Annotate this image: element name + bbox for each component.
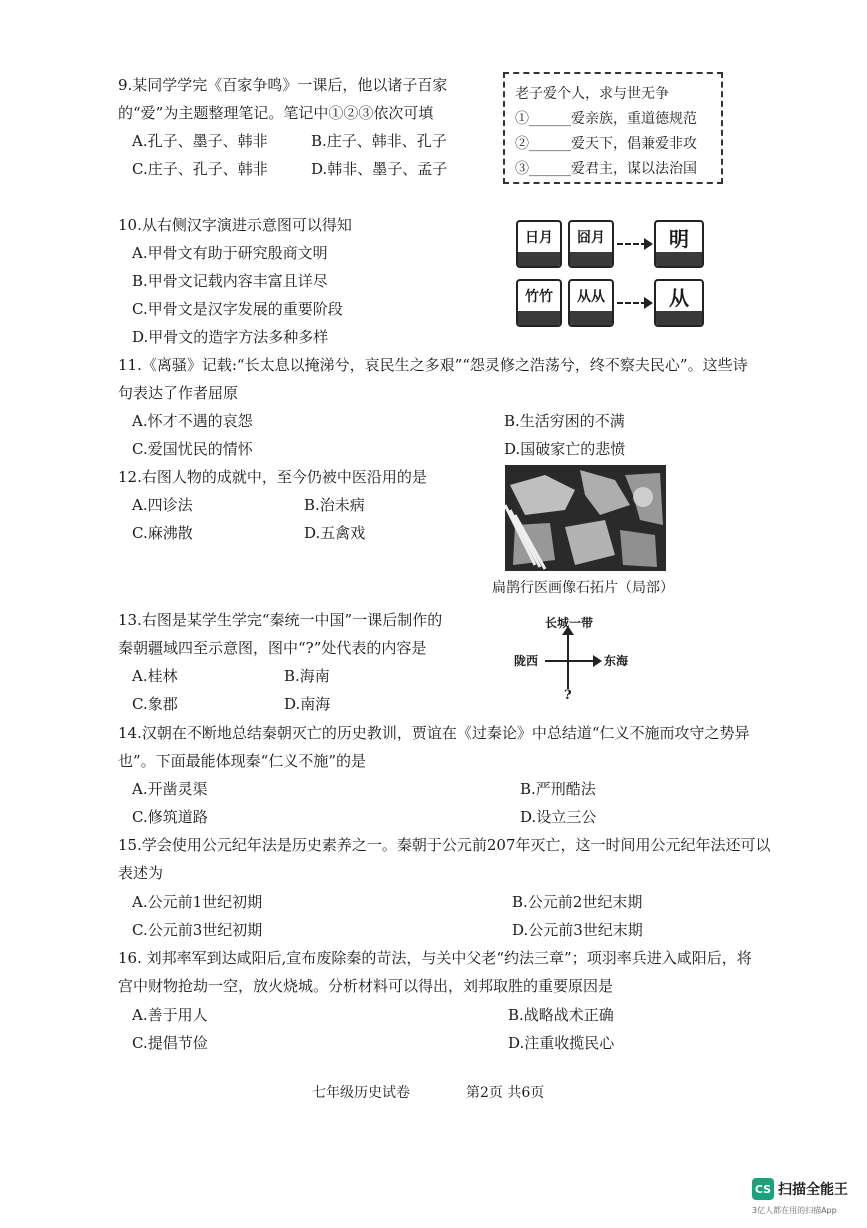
q9-option-b: B.庄子、韩非、孔子 (311, 132, 447, 150)
q9-notes-box (503, 72, 723, 184)
q16-option-d: D.注重收揽民心 (508, 1034, 615, 1052)
bronze-cong-tile (568, 279, 614, 327)
q11-option-a: A.怀才不遇的哀怨 (132, 412, 253, 430)
q14-option-a: A.开凿灵渠 (132, 780, 208, 798)
q13-map-east-label: 东海 (604, 654, 629, 668)
q13-map-south-label: ? (564, 688, 572, 703)
q15-option-a: A.公元前1世纪初期 (132, 893, 263, 911)
oracle-bone-cong-tile (516, 279, 562, 327)
q9-notes-line3: ③______爱君主，谋以法治国 (515, 161, 697, 177)
bronze-cong-glyph: 从从 (577, 289, 605, 305)
q15-stem-line2: 表述为 (118, 864, 164, 882)
q15-option-d: D.公元前3世纪末期 (512, 921, 643, 939)
q16-option-a: A.善于用人 (132, 1006, 208, 1024)
q9-option-d: D.韩非、墨子、孟子 (311, 160, 448, 178)
bianque-stone-rubbing-image (505, 465, 666, 571)
north-arrow-icon (562, 626, 574, 635)
modern-cong-glyph: 从 (669, 285, 689, 310)
q9-option-c: C.庄子、孔子、韩非 (132, 160, 268, 178)
q11-stem-line2: 句表达了作者屈原 (118, 384, 239, 402)
q16-option-c: C.提倡节俭 (132, 1034, 208, 1052)
oracle-bone-ming-glyph: 日月 (525, 230, 553, 246)
q13-stem-line2: 秦朝疆域四至示意图，图中“?”处代表的内容是 (118, 639, 427, 657)
q15-option-b: B.公元前2世纪末期 (512, 893, 643, 911)
camscanner-logo-icon: CS (752, 1178, 774, 1200)
q9-stem-line1: 9.某同学学完《百家争鸣》一课后，他以诸子百家 (118, 76, 448, 94)
bronze-ming-tile (568, 220, 614, 268)
q14-option-c: C.修筑道路 (132, 808, 208, 826)
q10-option-d: D.甲骨文的造字方法多种多样 (132, 328, 329, 346)
q16-option-b: B.战略战术正确 (508, 1006, 614, 1024)
q12-option-d: D.五禽戏 (304, 524, 366, 542)
modern-ming-tile (654, 220, 704, 268)
q10-option-b: B.甲骨文记载内容丰富且详尽 (132, 272, 328, 290)
q13-stem-line1: 13.右图是某学生学完“秦统一中国”一课后制作的 (118, 611, 443, 629)
q11-option-d: D.国破家亡的悲愤 (504, 440, 626, 458)
q9-notes-line0: 老子爱个人，求与世无争 (515, 86, 669, 102)
arrow-icon (617, 302, 647, 304)
oracle-bone-cong-glyph: 竹竹 (525, 289, 553, 305)
q12-option-b: B.治未病 (304, 496, 365, 514)
q12-image-caption: 扁鹊行医画像石拓片（局部） (492, 580, 674, 596)
q12-option-c: C.麻沸散 (132, 524, 193, 542)
q13-option-d: D.南海 (284, 695, 331, 713)
arrow-head-icon (644, 297, 653, 309)
q13-option-c: C.象郡 (132, 695, 178, 713)
q10-option-c: C.甲骨文是汉字发展的重要阶段 (132, 300, 343, 318)
q13-map-horizontal-axis (545, 660, 593, 662)
q11-stem-line1: 11.《离骚》记载:“长太息以掩涕兮，哀民生之多艰”“怨灵修之浩荡兮，终不察夫民心”。这些诗 (118, 356, 748, 374)
modern-ming-glyph: 明 (669, 226, 689, 251)
arrow-icon (617, 243, 647, 245)
q13-map-north-label: 长城一带 (545, 616, 594, 630)
q10-option-a: A.甲骨文有助于研究殷商文明 (132, 244, 328, 262)
q9-stem-line2: 的“爱”为主题整理笔记。笔记中①②③依次可填 (118, 104, 434, 122)
arrow-head-icon (644, 238, 653, 250)
q16-stem-line2: 宫中财物抢劫一空，放火烧城。分析材料可以得出，刘邦取胜的重要原因是 (118, 977, 614, 995)
modern-cong-tile (654, 279, 704, 327)
q10-stem: 10.从右侧汉字演进示意图可以得知 (118, 216, 352, 234)
q15-option-c: C.公元前3世纪初期 (132, 921, 263, 939)
oracle-bone-ming-tile (516, 220, 562, 268)
q14-stem-line1: 14.汉朝在不断地总结秦朝灭亡的历史教训，贾谊在《过秦论》中总结道“仁义不施而攻守之势异 (118, 724, 750, 742)
watermark-app-name: 扫描全能王 (778, 1182, 848, 1198)
watermark-slogan: 3亿人都在用的扫描App (752, 1206, 837, 1215)
east-arrow-icon (593, 655, 602, 667)
q13-option-b: B.海南 (284, 667, 330, 685)
q16-stem-line1: 16. 刘邦率军到达咸阳后,宣布废除秦的苛法，与关中父老“约法三章”；项羽率兵进入咸阳后，将 (118, 949, 752, 967)
q9-option-a: A.孔子、墨子、韩非 (132, 132, 268, 150)
q14-option-d: D.设立三公 (520, 808, 597, 826)
q11-option-c: C.爱国忧民的情怀 (132, 440, 253, 458)
footer-page-number: 第2页 共6页 (466, 1085, 545, 1101)
q13-option-a: A.桂林 (132, 667, 178, 685)
q13-map-west-label: 陇西 (514, 654, 539, 668)
q9-notes-line2: ②______爱天下，倡兼爱非攻 (515, 136, 697, 152)
q12-option-a: A.四诊法 (132, 496, 193, 514)
q11-option-b: B.生活穷困的不满 (504, 412, 625, 430)
bronze-ming-glyph: 囧月 (577, 230, 605, 246)
q12-stem: 12.右图人物的成就中，至今仍被中医沿用的是 (118, 468, 427, 486)
footer-exam-title: 七年级历史试卷 (312, 1085, 410, 1101)
q14-stem-line2: 也”。下面最能体现秦“仁义不施”的是 (118, 752, 367, 770)
q14-option-b: B.严刑酷法 (520, 780, 596, 798)
q15-stem-line1: 15.学会使用公元纪年法是历史素养之一。秦朝于公元前207年灭亡，这一时间用公元纪年法还可以 (118, 836, 771, 854)
q9-notes-line1: ①______爱亲族，重道德规范 (515, 111, 697, 127)
